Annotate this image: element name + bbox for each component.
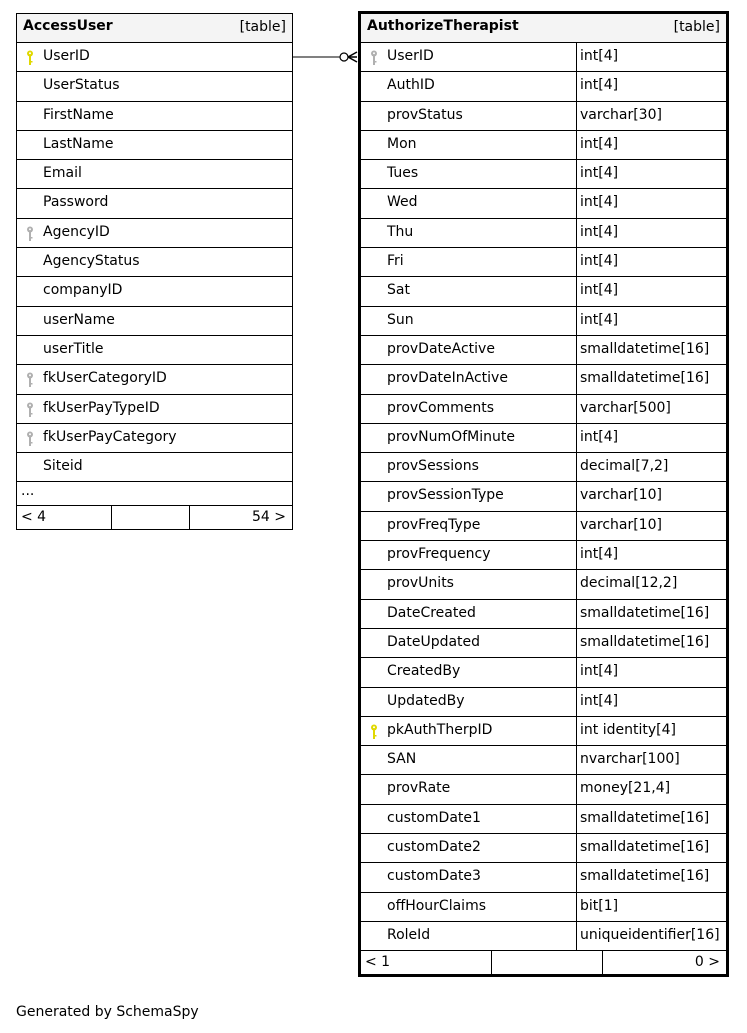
column-row[interactable] <box>361 482 726 511</box>
column-type: int[4] <box>580 135 619 152</box>
column-name: fkUserPayTypeID <box>43 399 160 416</box>
column-row[interactable] <box>17 277 292 306</box>
column-name: customDate2 <box>387 839 481 856</box>
column-name-cell <box>17 72 292 100</box>
column-type-cell <box>577 277 726 305</box>
column-name: companyID <box>43 282 123 299</box>
column-row[interactable] <box>361 863 726 892</box>
column-row[interactable] <box>361 72 726 101</box>
column-row[interactable] <box>361 453 726 482</box>
column-name-cell <box>361 717 577 745</box>
column-name: fkUserPayCategory <box>43 428 177 445</box>
column-name: FirstName <box>43 106 114 123</box>
column-type-cell <box>577 219 726 247</box>
children-count[interactable]: 0 > <box>694 954 720 971</box>
column-name: AgencyID <box>43 223 110 240</box>
column-type: int identity[4] <box>580 721 676 738</box>
column-row[interactable] <box>361 424 726 453</box>
column-name-cell <box>361 658 577 686</box>
parents-count[interactable]: < 4 <box>21 509 47 526</box>
column-type: int[4] <box>580 223 619 240</box>
column-row[interactable] <box>17 43 292 72</box>
column-type: int[4] <box>580 282 619 299</box>
column-row[interactable] <box>361 893 726 922</box>
column-type-cell <box>577 102 726 130</box>
column-name: Sat <box>387 282 410 299</box>
column-type-cell <box>577 746 726 774</box>
column-name: Wed <box>387 194 418 211</box>
column-type-cell <box>577 43 726 71</box>
column-name-cell <box>17 43 292 71</box>
column-type: smalldatetime[16] <box>580 868 710 885</box>
column-row[interactable] <box>361 570 726 599</box>
parents-count-cell <box>17 506 112 529</box>
column-type-cell <box>577 482 726 510</box>
column-name: Siteid <box>43 458 83 475</box>
column-name: UserID <box>387 48 434 64</box>
column-row[interactable] <box>17 189 292 218</box>
column-row[interactable] <box>361 189 726 218</box>
column-type: int[4] <box>580 692 619 709</box>
column-type: decimal[7,2] <box>580 458 669 475</box>
column-row[interactable] <box>361 541 726 570</box>
column-row[interactable] <box>361 775 726 804</box>
column-type-cell <box>577 512 726 540</box>
foreign-key-icon <box>26 226 34 242</box>
column-type-cell <box>577 805 726 833</box>
foreign-key-icon <box>370 50 378 66</box>
column-type: smalldatetime[16] <box>580 633 710 650</box>
column-type-cell <box>577 922 726 950</box>
column-name-cell <box>361 424 577 452</box>
column-name-cell <box>17 307 292 335</box>
column-type-cell <box>577 307 726 335</box>
column-type-cell <box>577 834 726 862</box>
column-name-cell <box>361 541 577 569</box>
column-row[interactable] <box>361 688 726 717</box>
column-type-cell <box>577 893 726 921</box>
column-row[interactable] <box>361 805 726 834</box>
column-name: UserStatus <box>43 77 120 94</box>
column-type: int[4] <box>580 428 619 445</box>
zero-optional-circle <box>340 53 348 61</box>
column-name-cell <box>361 365 577 393</box>
column-name-cell <box>17 160 292 188</box>
column-name-cell <box>361 746 577 774</box>
column-type-cell <box>577 863 726 891</box>
column-name: AuthID <box>387 77 435 94</box>
foreign-key-icon <box>26 402 34 418</box>
column-name: Fri <box>387 253 404 270</box>
column-name-cell <box>361 336 577 364</box>
column-row[interactable] <box>17 131 292 160</box>
column-name-cell <box>17 277 292 305</box>
column-row[interactable] <box>361 43 726 72</box>
column-name: provSessionType <box>387 487 504 504</box>
column-type: smalldatetime[16] <box>580 370 710 387</box>
column-name-cell <box>361 219 577 247</box>
column-type: int[4] <box>580 165 619 182</box>
column-row[interactable] <box>361 131 726 160</box>
column-name-cell <box>17 453 292 481</box>
column-name-cell <box>361 189 577 217</box>
column-list <box>17 43 292 482</box>
column-type-cell <box>577 160 726 188</box>
column-row[interactable] <box>17 248 292 277</box>
column-row[interactable] <box>361 307 726 336</box>
column-type-cell <box>577 688 726 716</box>
table-name[interactable]: AccessUser <box>23 18 113 34</box>
column-name: provUnits <box>387 575 454 592</box>
column-name-cell <box>361 512 577 540</box>
column-list <box>361 43 726 951</box>
column-name: provRate <box>387 780 451 797</box>
column-row[interactable] <box>361 834 726 863</box>
column-type-cell <box>577 570 726 598</box>
column-name: Mon <box>387 135 417 152</box>
column-type-cell <box>577 395 726 423</box>
column-name-cell <box>17 102 292 130</box>
column-name-cell <box>17 131 292 159</box>
column-type-cell <box>577 365 726 393</box>
column-row[interactable] <box>361 512 726 541</box>
column-row[interactable] <box>17 453 292 482</box>
column-name-cell <box>361 131 577 159</box>
column-type-cell <box>577 717 726 745</box>
column-name-cell <box>361 307 577 335</box>
column-type: nvarchar[100] <box>580 751 680 768</box>
column-name-cell <box>17 219 292 247</box>
column-type-cell <box>577 336 726 364</box>
column-name-cell <box>361 863 577 891</box>
column-row[interactable] <box>17 219 292 248</box>
column-name: DateUpdated <box>387 633 481 650</box>
column-name-cell <box>361 922 577 950</box>
table-footer <box>361 951 726 974</box>
table-name[interactable]: AuthorizeTherapist <box>367 18 519 34</box>
table-authorize-therapist[interactable] <box>358 11 729 977</box>
column-type-cell <box>577 248 726 276</box>
column-name-cell <box>361 775 577 803</box>
column-name-cell <box>361 102 577 130</box>
primary-key-icon <box>370 724 378 740</box>
column-name: customDate1 <box>387 809 481 826</box>
foreign-key-icon <box>26 372 34 388</box>
column-type: money[21,4] <box>580 780 671 797</box>
column-type: uniqueidentifier[16] <box>580 926 720 943</box>
column-type-cell <box>577 658 726 686</box>
column-name-cell <box>17 365 292 393</box>
column-name: Sun <box>387 311 414 328</box>
column-name-cell <box>361 805 577 833</box>
column-name-cell <box>361 248 577 276</box>
column-name: fkUserCategoryID <box>43 370 167 387</box>
column-name-cell <box>361 834 577 862</box>
column-type: smalldatetime[16] <box>580 604 710 621</box>
column-row[interactable] <box>361 717 726 746</box>
column-type: varchar[10] <box>580 516 662 533</box>
column-name-cell <box>361 72 577 100</box>
column-name: Email <box>43 165 82 182</box>
column-name: DateCreated <box>387 604 476 621</box>
column-name: userTitle <box>43 340 104 357</box>
column-name-cell <box>17 248 292 276</box>
column-type: int[4] <box>580 253 619 270</box>
column-row[interactable] <box>361 922 726 951</box>
column-name: provStatus <box>387 106 463 123</box>
parents-count-cell <box>361 951 492 974</box>
column-name-cell <box>361 395 577 423</box>
column-row[interactable] <box>17 365 292 394</box>
foreign-key-icon <box>26 431 34 447</box>
column-name-cell <box>17 424 292 452</box>
column-type: varchar[30] <box>580 106 662 123</box>
column-row[interactable] <box>17 395 292 424</box>
column-type: smalldatetime[16] <box>580 340 710 357</box>
children-count[interactable]: 54 > <box>252 509 286 526</box>
column-name: pkAuthTherpID <box>387 721 493 738</box>
column-row[interactable] <box>17 72 292 101</box>
column-row[interactable] <box>361 277 726 306</box>
column-type: varchar[10] <box>580 487 662 504</box>
table-kind: [table] <box>239 19 286 35</box>
column-type: int[4] <box>580 194 619 211</box>
column-name-cell <box>361 482 577 510</box>
column-type-cell <box>577 600 726 628</box>
column-name: Password <box>43 194 109 211</box>
column-row[interactable] <box>361 600 726 629</box>
column-name: provSessions <box>387 458 479 475</box>
column-name-cell <box>361 629 577 657</box>
column-name-cell <box>361 453 577 481</box>
column-type-cell <box>577 131 726 159</box>
column-name-cell <box>361 893 577 921</box>
column-name: CreatedBy <box>387 663 461 680</box>
column-name: Thu <box>387 223 414 240</box>
column-type-cell <box>577 541 726 569</box>
column-name-cell <box>17 395 292 423</box>
column-row[interactable] <box>361 395 726 424</box>
column-name: UserID <box>43 48 90 64</box>
more-columns <box>17 482 292 506</box>
column-name: provFreqType <box>387 516 481 533</box>
column-type: decimal[12,2] <box>580 575 678 592</box>
column-row[interactable] <box>17 307 292 336</box>
column-row[interactable] <box>361 102 726 131</box>
table-kind: [table] <box>673 19 720 35</box>
column-row[interactable] <box>361 248 726 277</box>
column-row[interactable] <box>17 160 292 189</box>
column-name-cell <box>361 570 577 598</box>
column-row[interactable] <box>361 219 726 248</box>
column-type: int[4] <box>580 48 619 64</box>
column-type-cell <box>577 72 726 100</box>
column-type-cell <box>577 775 726 803</box>
column-type: varchar[500] <box>580 399 671 416</box>
column-name: provDateInActive <box>387 370 508 387</box>
column-type: smalldatetime[16] <box>580 839 710 856</box>
column-name: provNumOfMinute <box>387 428 515 445</box>
table-footer <box>17 506 292 529</box>
column-name: RoleId <box>387 926 431 943</box>
column-name: customDate3 <box>387 868 481 885</box>
column-name: AgencyStatus <box>43 253 140 270</box>
column-type: smalldatetime[16] <box>580 809 710 826</box>
column-name: provDateActive <box>387 340 495 357</box>
column-name-cell <box>361 43 577 71</box>
column-row[interactable] <box>361 658 726 687</box>
column-type-cell <box>577 453 726 481</box>
column-row[interactable] <box>361 365 726 394</box>
column-name-cell <box>361 600 577 628</box>
column-name-cell <box>361 277 577 305</box>
column-row[interactable] <box>361 160 726 189</box>
column-name: LastName <box>43 135 114 152</box>
column-type-cell <box>577 629 726 657</box>
primary-key-icon <box>26 50 34 66</box>
more-indicator: ... <box>21 483 35 500</box>
column-type: int[4] <box>580 546 619 563</box>
table-access-user[interactable] <box>16 13 293 530</box>
children-count-cell <box>603 951 726 974</box>
children-count-cell <box>190 506 292 529</box>
column-row[interactable] <box>17 424 292 453</box>
column-row[interactable] <box>17 336 292 365</box>
column-name: userName <box>43 311 115 328</box>
column-type-cell <box>577 189 726 217</box>
column-name-cell <box>17 189 292 217</box>
column-name: UpdatedBy <box>387 692 465 709</box>
footer-middle-cell <box>492 951 603 974</box>
generated-by-label: Generated by SchemaSpy <box>16 1004 199 1020</box>
column-row[interactable] <box>361 629 726 658</box>
column-name: provFrequency <box>387 546 491 563</box>
column-row[interactable] <box>361 336 726 365</box>
column-name: Tues <box>387 165 419 182</box>
column-row[interactable] <box>17 102 292 131</box>
column-type: int[4] <box>580 77 619 94</box>
column-type: int[4] <box>580 663 619 680</box>
column-name-cell <box>361 688 577 716</box>
column-type: bit[1] <box>580 897 619 914</box>
footer-middle-cell <box>112 506 190 529</box>
column-name-cell <box>17 336 292 364</box>
column-name-cell <box>361 160 577 188</box>
column-type-cell <box>577 424 726 452</box>
table-header <box>17 14 292 43</box>
parents-count[interactable]: < 1 <box>365 954 391 971</box>
table-header <box>361 14 726 43</box>
column-name: offHourClaims <box>387 897 486 914</box>
column-name: provComments <box>387 399 495 416</box>
column-type: int[4] <box>580 311 619 328</box>
column-name: SAN <box>387 751 417 768</box>
column-row[interactable] <box>361 746 726 775</box>
